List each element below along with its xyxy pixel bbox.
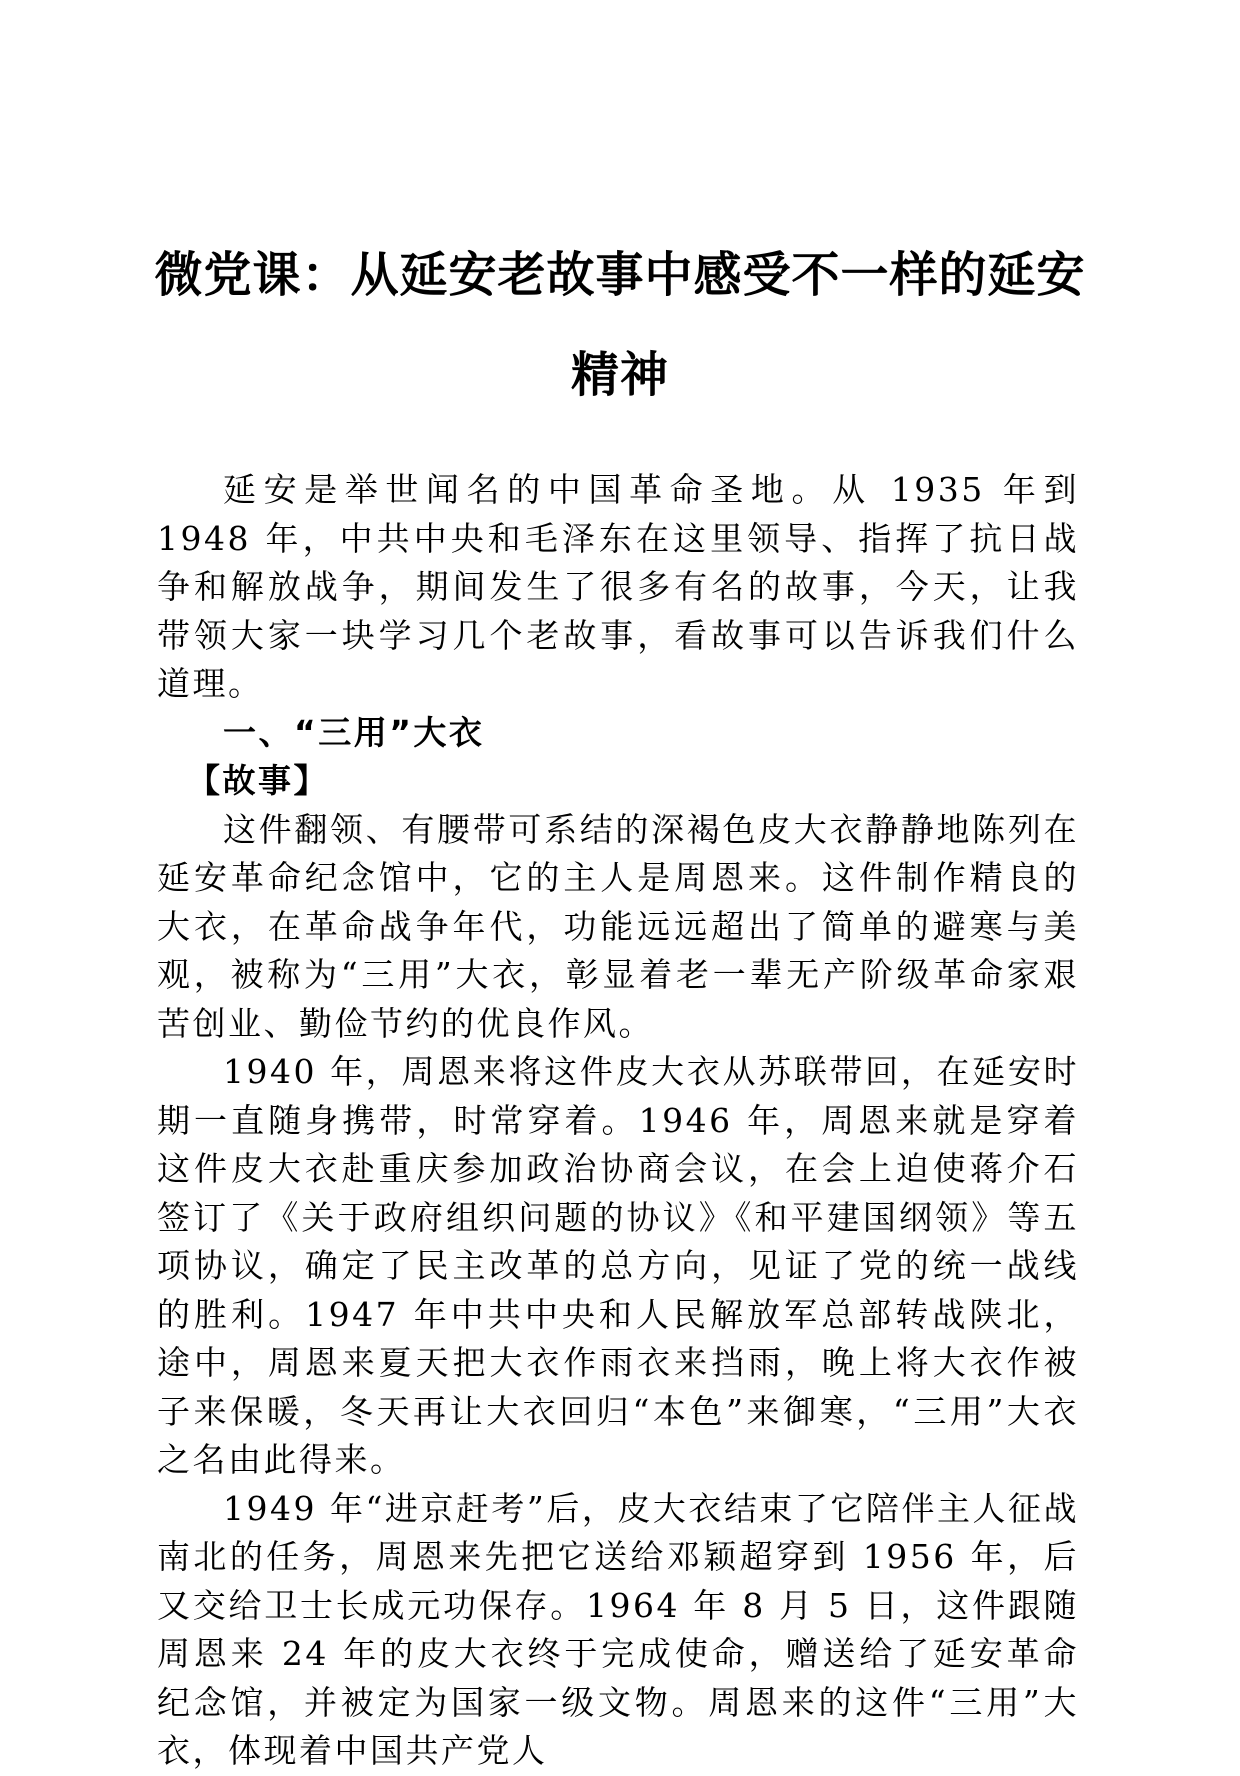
intro-paragraph: 延安是举世闻名的中国革命圣地。从 1935 年到 1948 年，中共中央和毛泽东在这里领导、指挥了抗日战争和解放战争，期间发生了很多有名的故事，今天，让我带领大家一块学习几个老故事，看故事可以告诉我们什么道理。: [157, 470, 1079, 703]
body-paragraph: 1940 年，周恩来将这件皮大衣从苏联带回，在延安时期一直随身携带，时常穿着。1946 年，周恩来就是穿着这件皮大衣赴重庆参加政治协商会议，在会上迫使蒋介石签订了《关于政府组织问题的协议》《和平建国纲领》等五项协议，确定了民主改革的总方向，见证了党的统一战线的胜利。1947 年中共中央和人民解放军总部转战陕北，途中，周恩来夏天把大衣作雨衣来挡雨，晚上将大衣作被子来保暖，冬天再让大衣回归“本色”来御寒，“三用”大衣之名由此得来。: [157, 1052, 1079, 1479]
document-title: 微党课：从延安老故事中感受不一样的延安精神: [154, 247, 1086, 403]
document-body: [157, 466, 1079, 1776]
body-paragraph: 这件翻领、有腰带可系结的深褐色皮大衣静静地陈列在延安革命纪念馆中，它的主人是周恩来。这件制作精良的大衣，在革命战争年代，功能远远超出了简单的避寒与美观，被称为“三用”大衣，彰显着老一辈无产阶级革命家艰苦创业、勤俭节约的优良作风。: [157, 809, 1079, 1043]
story-tag: 【故事】: [187, 761, 329, 800]
body-paragraph: 1949 年“进京赶考”后，皮大衣结束了它陪伴主人征战南北的任务，周恩来先把它送给邓颖超穿到 1956 年，后又交给卫士长成元功保存。1964 年 8 月 5 日，这件跟随周恩来 24 年的皮大衣终于完成使命，赠送给了延安革命纪念馆，并被定为国家一级文物。周恩来的这件“三用”大衣，体现着中国共产党人: [157, 1488, 1079, 1770]
section-heading: 一、“三用”大衣: [223, 712, 485, 752]
